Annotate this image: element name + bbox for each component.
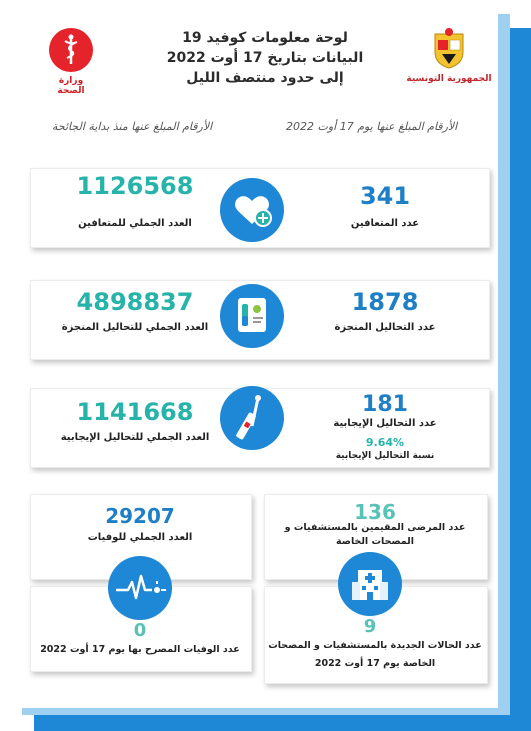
positive-total-label: العدد الجملي للتحاليل الإيجابية <box>60 432 210 443</box>
ministry-caption: وزارة الصحة <box>57 76 85 96</box>
tests-total-label: العدد الجملي للتحاليل المنجزة <box>61 322 209 333</box>
deaths-total-value: 29207 <box>105 504 175 528</box>
positive-rate-label: نسبة التحاليل الإيجابية <box>335 451 435 461</box>
ministry-emblem-icon <box>49 28 93 72</box>
deaths-daily-value: 0 <box>133 620 147 641</box>
tests-daily-label: عدد التحاليل المنجزة <box>334 322 436 333</box>
positive-total-value: 1141668 <box>76 398 194 426</box>
positive-daily-value: 181 <box>362 392 408 417</box>
ministry-logo <box>45 28 97 96</box>
recovered-daily-label: عدد المتعافين <box>350 218 420 229</box>
page-title <box>130 28 400 88</box>
republic-caption: الجمهورية التونسية <box>406 74 492 84</box>
recovered-total-value: 1126568 <box>76 172 194 200</box>
tests-total-value: 4898837 <box>76 288 194 316</box>
republic-logo <box>405 26 493 84</box>
hospital-building-icon <box>338 552 402 616</box>
title-line-3: إلى حدود منتصف الليل <box>186 70 344 86</box>
hospital-new-value: 9 <box>363 616 377 637</box>
positive-rate-value: 9.64% <box>365 436 405 449</box>
tests-daily-value: 1878 <box>351 288 419 316</box>
heart-plus-icon <box>220 178 284 242</box>
test-tube-icon <box>220 284 284 348</box>
recovered-total-label: العدد الجملي للمتعافين <box>78 218 192 229</box>
hospital-new-label-line2: الخاصة يوم 17 أوت 2022 <box>314 658 436 669</box>
title-line-1: لوحة معلومات كوفيد 19 <box>182 30 348 46</box>
subheader-cumulative: الأرقام المبلغ عنها منذ بداية الجائحة <box>52 120 213 133</box>
deaths-daily-label: عدد الوفيات المصرح بها يوم 17 أوت 2022 <box>40 644 240 655</box>
republic-emblem-icon <box>431 26 467 70</box>
hospital-current-value: 136 <box>354 500 396 524</box>
hospital-current-label: عدد المرضى المقيمين بالمستشفيات و المصحات الخاصة <box>284 522 466 547</box>
hospital-new-label-line1: عدد الحالات الجديدة بالمستشفيات و المصحات <box>268 640 482 651</box>
heartbeat-icon <box>108 556 172 620</box>
deaths-total-label: العدد الجملي للوفيات <box>87 532 193 543</box>
title-line-2: البيانات بتاريخ 17 أوت 2022 <box>166 50 364 66</box>
recovered-daily-value: 341 <box>359 182 411 210</box>
subheader-daily: الأرقام المبلغ عنها يوم 17 أوت 2022 <box>286 120 458 133</box>
swab-test-icon <box>220 386 284 450</box>
positive-daily-label: عدد التحاليل الإيجابية <box>333 418 437 429</box>
